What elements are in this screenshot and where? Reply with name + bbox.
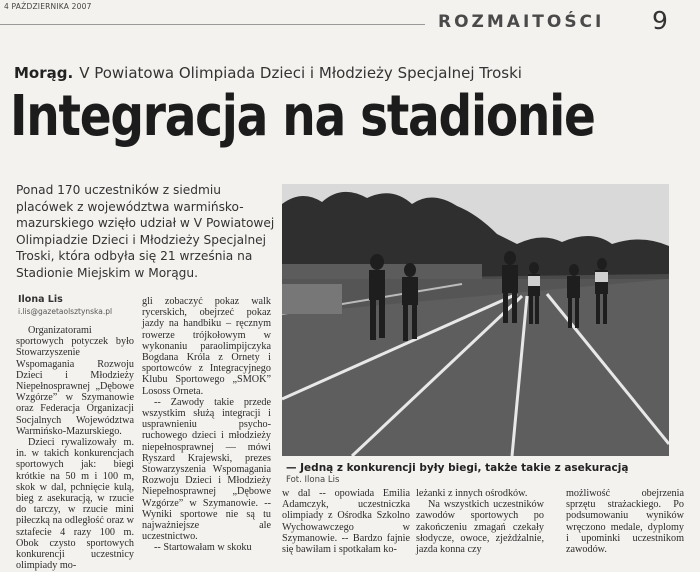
- article-lead: Ponad 170 uczestników z siedmiu placówek z województwa warmińsko-mazurskiego wzięło udział w V Powiatowej Olimpiadzie Dzieci i Młodzieży Specjalnej Troski, która odbyła się 21 września na Stadionie Miejskim w Morągu.: [16, 183, 275, 280]
- photo-credit: Fot. Ilona Lis: [286, 475, 340, 485]
- section-title: ROZMAITOŚCI: [438, 12, 605, 32]
- body-column-4: [416, 488, 544, 555]
- body-paragraph: gli zobaczyć pokaz walk rycerskich, obejrzeć pokaz jazdy na handbiku – ręcznym rowerze trójkołowym w wykonaniu paraolimpijczyka Bogdana Króla z Ornety i sportowców z Integracyjnego Klubu Sportowego „SMOK” Lososs Orneta.: [142, 296, 271, 397]
- body-column-3: [282, 488, 410, 555]
- kicker-text: V Powiatowa Olimpiada Dzieci i Młodzieży Specjalnej Troski: [79, 64, 522, 82]
- kicker-line: [14, 64, 522, 82]
- body-paragraph: Organizatorami sportowych potyczek było Stowarzyszenie Wspomagania Rozwoju Dzieci i Młodzieży Niepełnosprawnej „Dębowe Wzgórze” w Szymanowie oraz Federacja Organizacji Socjalnych Województwa Warmińsko-Mazurskiego.: [16, 325, 134, 437]
- kicker-place: Morąg.: [14, 64, 74, 82]
- body-paragraph: leżanki z innych ośrodków.: [416, 488, 528, 499]
- body-paragraph: Dzieci rywalizowały m. in. w takich konkurencjach sportowych jak: biegi krótkie na 50 m i 100 m, skok w dal, pchnięcie kulą, bieg z asekuracją, w rzucie do tarczy, w rzucie mini piłeczką na odległość oraz w sztafecie 4 razy 100 m. Obok czysto sportowych konkurencji uczestnicy olimpiady mo-: [16, 437, 134, 572]
- body-paragraph: -- Startowałam w skoku: [154, 542, 252, 554]
- body-paragraph: możliwość obejrzenia sprzętu strażackiego. Po podsumowaniu wyników wręczono medale, dyplomy i upominki uczestnikom zawodów.: [566, 488, 684, 556]
- author-email: i.lis@gazetaolsztynska.pl: [18, 307, 113, 316]
- body-column-2: [142, 296, 271, 554]
- article-photo: [282, 184, 669, 456]
- body-column-1: [16, 325, 134, 571]
- body-column-5: [566, 488, 684, 555]
- body-paragraph: w dal -- opowiada Emilia Adamczyk, uczestniczka olimpiady z Ośrodka Szkolno Wychowawczego w Szymanowie. -- Bardzo fajnie się bawiłam i spotkałam ko-: [282, 488, 410, 556]
- page-number: 9: [652, 6, 668, 35]
- issue-date: 4 PAŹDZIERNIKA 2007: [4, 2, 92, 11]
- body-paragraph: -- Zawody takie przede wszystkim służą integracji i usprawnieniu psycho-ruchowego dzieci i młodzieży niepełnosprawnej — mówi Ryszard Krajewski, prezes Stowarzyszenia Wspomagania Rozwoju Dzieci i Młodzieży Niepełnosprawnej „Dębowe Wzgórze” w Szymanowie. -- Wyniki sportowe nie są tu najważniejsze ale uczestnictwo.: [142, 396, 271, 543]
- body-paragraph: Na wszystkich uczestników zawodów sportowych po zakończeniu zmagań czekały słodycze, owoce, zjeżdżalnie, jazda konna czy: [416, 499, 544, 556]
- article-headline: Integracja na stadionie: [10, 84, 595, 149]
- photo-caption: — Jedną z konkurencji były biegi, także takie z asekuracją: [286, 462, 629, 474]
- header-rule: [0, 24, 425, 25]
- author-name: Ilona Lis: [18, 294, 63, 305]
